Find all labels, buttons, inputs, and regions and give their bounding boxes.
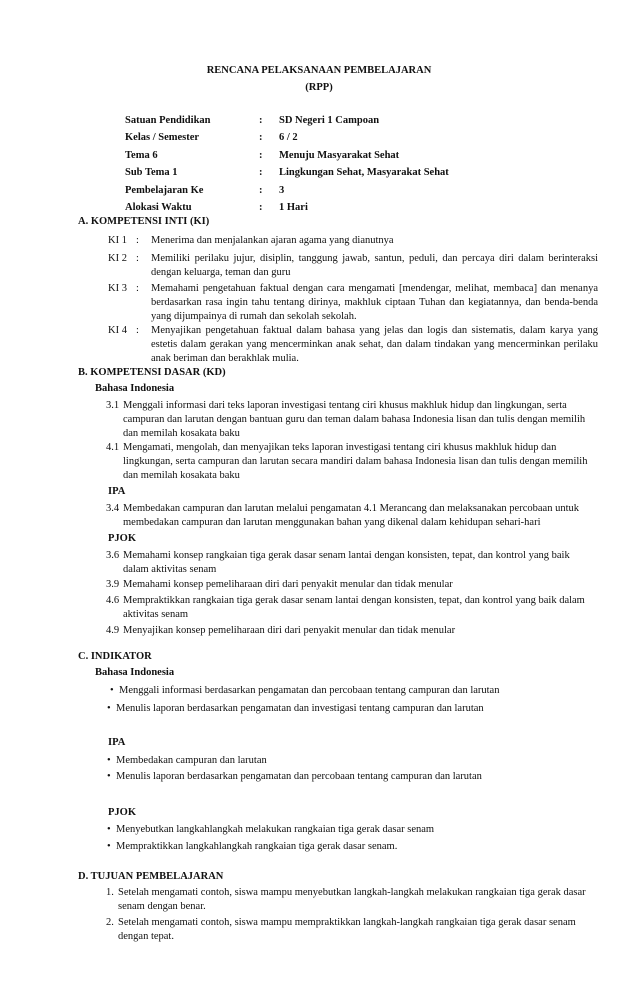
kd-item bbox=[106, 578, 596, 592]
kd-number: 4.6 bbox=[106, 595, 120, 606]
indicator-item bbox=[107, 770, 597, 784]
bullet-icon: • bbox=[107, 771, 111, 782]
document-title: RENCANA PELAKSANAAN PEMBELAJARAN bbox=[206, 65, 432, 76]
identity-colon: : bbox=[259, 114, 263, 126]
indicator-text: Mempraktikkan langkahlangkah rangkaian tiga gerak dasar senam. bbox=[116, 841, 398, 852]
subject-heading-ipa: IPA bbox=[108, 486, 126, 497]
identity-value: 1 Hari bbox=[279, 202, 308, 214]
ki-item bbox=[108, 324, 598, 366]
identity-colon: : bbox=[259, 202, 263, 214]
kd-text: Mempraktikkan rangkaian tiga gerak dasar senam lantai dengan konsisten, tepat, dan kontrol yang baik dalam aktivitas senam bbox=[123, 595, 585, 620]
indicator-text: Menggali informasi berdasarkan pengamatan dan percobaan tentang campuran dan larutan bbox=[119, 685, 500, 696]
objective-text: Setelah mengamati contoh, siswa mampu menyebutkan langkah-langkah melakukan rangkaian tiga gerak dasar senam dengan benar. bbox=[118, 887, 586, 912]
subject-heading-bahasa-indonesia: Bahasa Indonesia bbox=[95, 383, 175, 394]
identity-value: 3 bbox=[279, 184, 285, 196]
indicator-item bbox=[110, 684, 600, 698]
identity-label: Sub Tema 1 bbox=[125, 167, 178, 179]
identity-colon: : bbox=[259, 132, 263, 144]
identity-label: Pembelajaran Ke bbox=[125, 184, 204, 196]
identity-row bbox=[125, 112, 599, 130]
kd-item bbox=[106, 594, 596, 622]
kd-number: 3.4 bbox=[106, 503, 120, 514]
kd-item bbox=[106, 624, 596, 638]
objective-item bbox=[106, 916, 601, 944]
indicator-item bbox=[107, 823, 597, 837]
subject-heading-pjok: PJOK bbox=[108, 533, 136, 544]
section-c-heading: C. INDIKATOR bbox=[78, 651, 152, 662]
kd-text: Memahami konsep pemeliharaan diri dari penyakit menular dan tidak menular bbox=[123, 579, 453, 590]
ki-text: Menerima dan menjalankan ajaran agama yang dianutnya bbox=[151, 235, 394, 246]
ki-text: Menyajikan pengetahuan faktual dalam bahasa yang jelas dan logis dan sistematis, dalam karya yang estetis dalam gerakan yang mencerminkan anak sehat, dan dalam tindakan yang mencerminkan perilaku anak beriman dan berakhlak mulia. bbox=[151, 325, 598, 364]
ki-item bbox=[108, 282, 598, 324]
objective-item bbox=[106, 886, 601, 914]
identity-value: Lingkungan Sehat, Masyarakat Sehat bbox=[279, 167, 449, 179]
ki-colon: : bbox=[136, 325, 139, 336]
identity-colon: : bbox=[259, 167, 263, 179]
kd-number: 4.9 bbox=[106, 625, 120, 636]
indicator-text: Menyebutkan langkahlangkah melakukan rangkaian tiga gerak dasar senam bbox=[116, 824, 435, 835]
ki-text: Memiliki perilaku jujur, disiplin, tanggung jawab, santun, peduli, dan percaya diri dalam berinteraksi dengan keluarga, teman dan guru bbox=[151, 253, 598, 278]
identity-label: Alokasi Waktu bbox=[125, 202, 192, 214]
indicator-text: Membedakan campuran dan larutan bbox=[116, 755, 267, 766]
ki-colon: : bbox=[136, 235, 139, 246]
objective-text: Setelah mengamati contoh, siswa mampu mempraktikkan langkah-langkah rangkaian tiga gerak dasar senam dengan tepat. bbox=[118, 917, 576, 942]
kd-text: Mengamati, mengolah, dan menyajikan teks laporan investigasi tentang ciri khusus makhluk hidup dan lingkungan, serta campuran dan larutan secara mandiri dalam bahasa Indonesia lisan dan tulis dengan memilih dan memilah kosakata baku bbox=[123, 442, 588, 481]
identity-table bbox=[125, 112, 599, 217]
identity-label: Satuan Pendidikan bbox=[125, 114, 211, 126]
bullet-icon: • bbox=[107, 841, 111, 852]
kd-text: Memahami konsep rangkaian tiga gerak dasar senam lantai dengan konsisten, tepat, dan kontrol yang baik dalam aktivitas senam bbox=[123, 550, 570, 575]
subject-heading-ipa: IPA bbox=[108, 737, 126, 748]
kd-number: 3.1 bbox=[106, 400, 120, 411]
ki-code: KI 2 bbox=[108, 253, 127, 264]
ki-item bbox=[108, 234, 598, 248]
identity-label: Kelas / Semester bbox=[125, 132, 200, 144]
section-b-heading: B. KOMPETENSI DASAR (KD) bbox=[78, 367, 226, 378]
bullet-icon: • bbox=[107, 755, 111, 766]
bullet-icon: • bbox=[107, 703, 111, 714]
identity-row bbox=[125, 130, 599, 148]
ki-colon: : bbox=[136, 253, 139, 264]
indicator-item bbox=[107, 702, 597, 716]
subject-heading-bahasa-indonesia: Bahasa Indonesia bbox=[95, 667, 175, 678]
identity-value: 6 / 2 bbox=[279, 132, 298, 144]
objective-number: 2. bbox=[106, 917, 114, 928]
objective-number: 1. bbox=[106, 887, 114, 898]
ki-colon: : bbox=[136, 283, 139, 294]
kd-item bbox=[106, 441, 596, 483]
identity-colon: : bbox=[259, 184, 263, 196]
identity-label: Tema 6 bbox=[125, 149, 158, 161]
indicator-text: Menulis laporan berdasarkan pengamatan dan investigasi tentang campuran dan larutan bbox=[116, 703, 484, 714]
identity-row bbox=[125, 165, 599, 183]
identity-row bbox=[125, 147, 599, 165]
ki-code: KI 4 bbox=[108, 325, 127, 336]
kd-number: 3.6 bbox=[106, 550, 120, 561]
bullet-icon: • bbox=[107, 824, 111, 835]
kd-number: 4.1 bbox=[106, 442, 120, 453]
kd-text: Menggali informasi dari teks laporan investigasi tentang ciri khusus makhluk hidup dan lingkungan, serta campuran dan larutan dengan bantuan guru dan teman dalam bahasa Indonesia lisan dan tulis dengan memilih dan memilah kosakata baku bbox=[123, 400, 586, 439]
kd-number: 3.9 bbox=[106, 579, 120, 590]
document-subtitle: (RPP) bbox=[305, 82, 333, 93]
identity-value: Menuju Masyarakat Sehat bbox=[279, 149, 400, 161]
kd-text: Menyajikan konsep pemeliharaan diri dari penyakit menular dan tidak menular bbox=[123, 625, 456, 636]
kd-item bbox=[106, 502, 596, 530]
identity-colon: : bbox=[259, 149, 263, 161]
subject-heading-pjok: PJOK bbox=[108, 807, 136, 818]
kd-text: Membedakan campuran dan larutan melalui pengamatan 4.1 Merancang dan melaksanakan percobaan untuk membedakan campuran dan larutan menggunakan bahan yang dikenal dalam kehidupan sehari-hari bbox=[123, 503, 579, 528]
ki-code: KI 1 bbox=[108, 235, 127, 246]
identity-value: SD Negeri 1 Campoan bbox=[279, 114, 380, 126]
ki-text: Memahami pengetahuan faktual dengan cara mengamati [mendengar, melihat, membaca] dan menanya berdasarkan rasa ingin tahu tentang dirinya, makhluk ciptaan Tuhan dan kegiatannya, dan benda-benda yang dijumpainya di rumah dan sekolah sekolah. bbox=[151, 283, 598, 322]
section-a-heading: A. KOMPETENSI INTI (KI) bbox=[78, 216, 210, 227]
kd-item bbox=[106, 549, 596, 577]
section-d-heading: D. TUJUAN PEMBELAJARAN bbox=[78, 871, 224, 882]
indicator-item bbox=[107, 840, 597, 854]
ki-code: KI 3 bbox=[108, 283, 127, 294]
indicator-text: Menulis laporan berdasarkan pengamatan dan percobaan tentang campuran dan larutan bbox=[116, 771, 482, 782]
bullet-icon: • bbox=[110, 685, 114, 696]
kd-item bbox=[106, 399, 596, 441]
indicator-item bbox=[107, 754, 597, 768]
ki-item bbox=[108, 252, 598, 280]
identity-row bbox=[125, 182, 599, 200]
